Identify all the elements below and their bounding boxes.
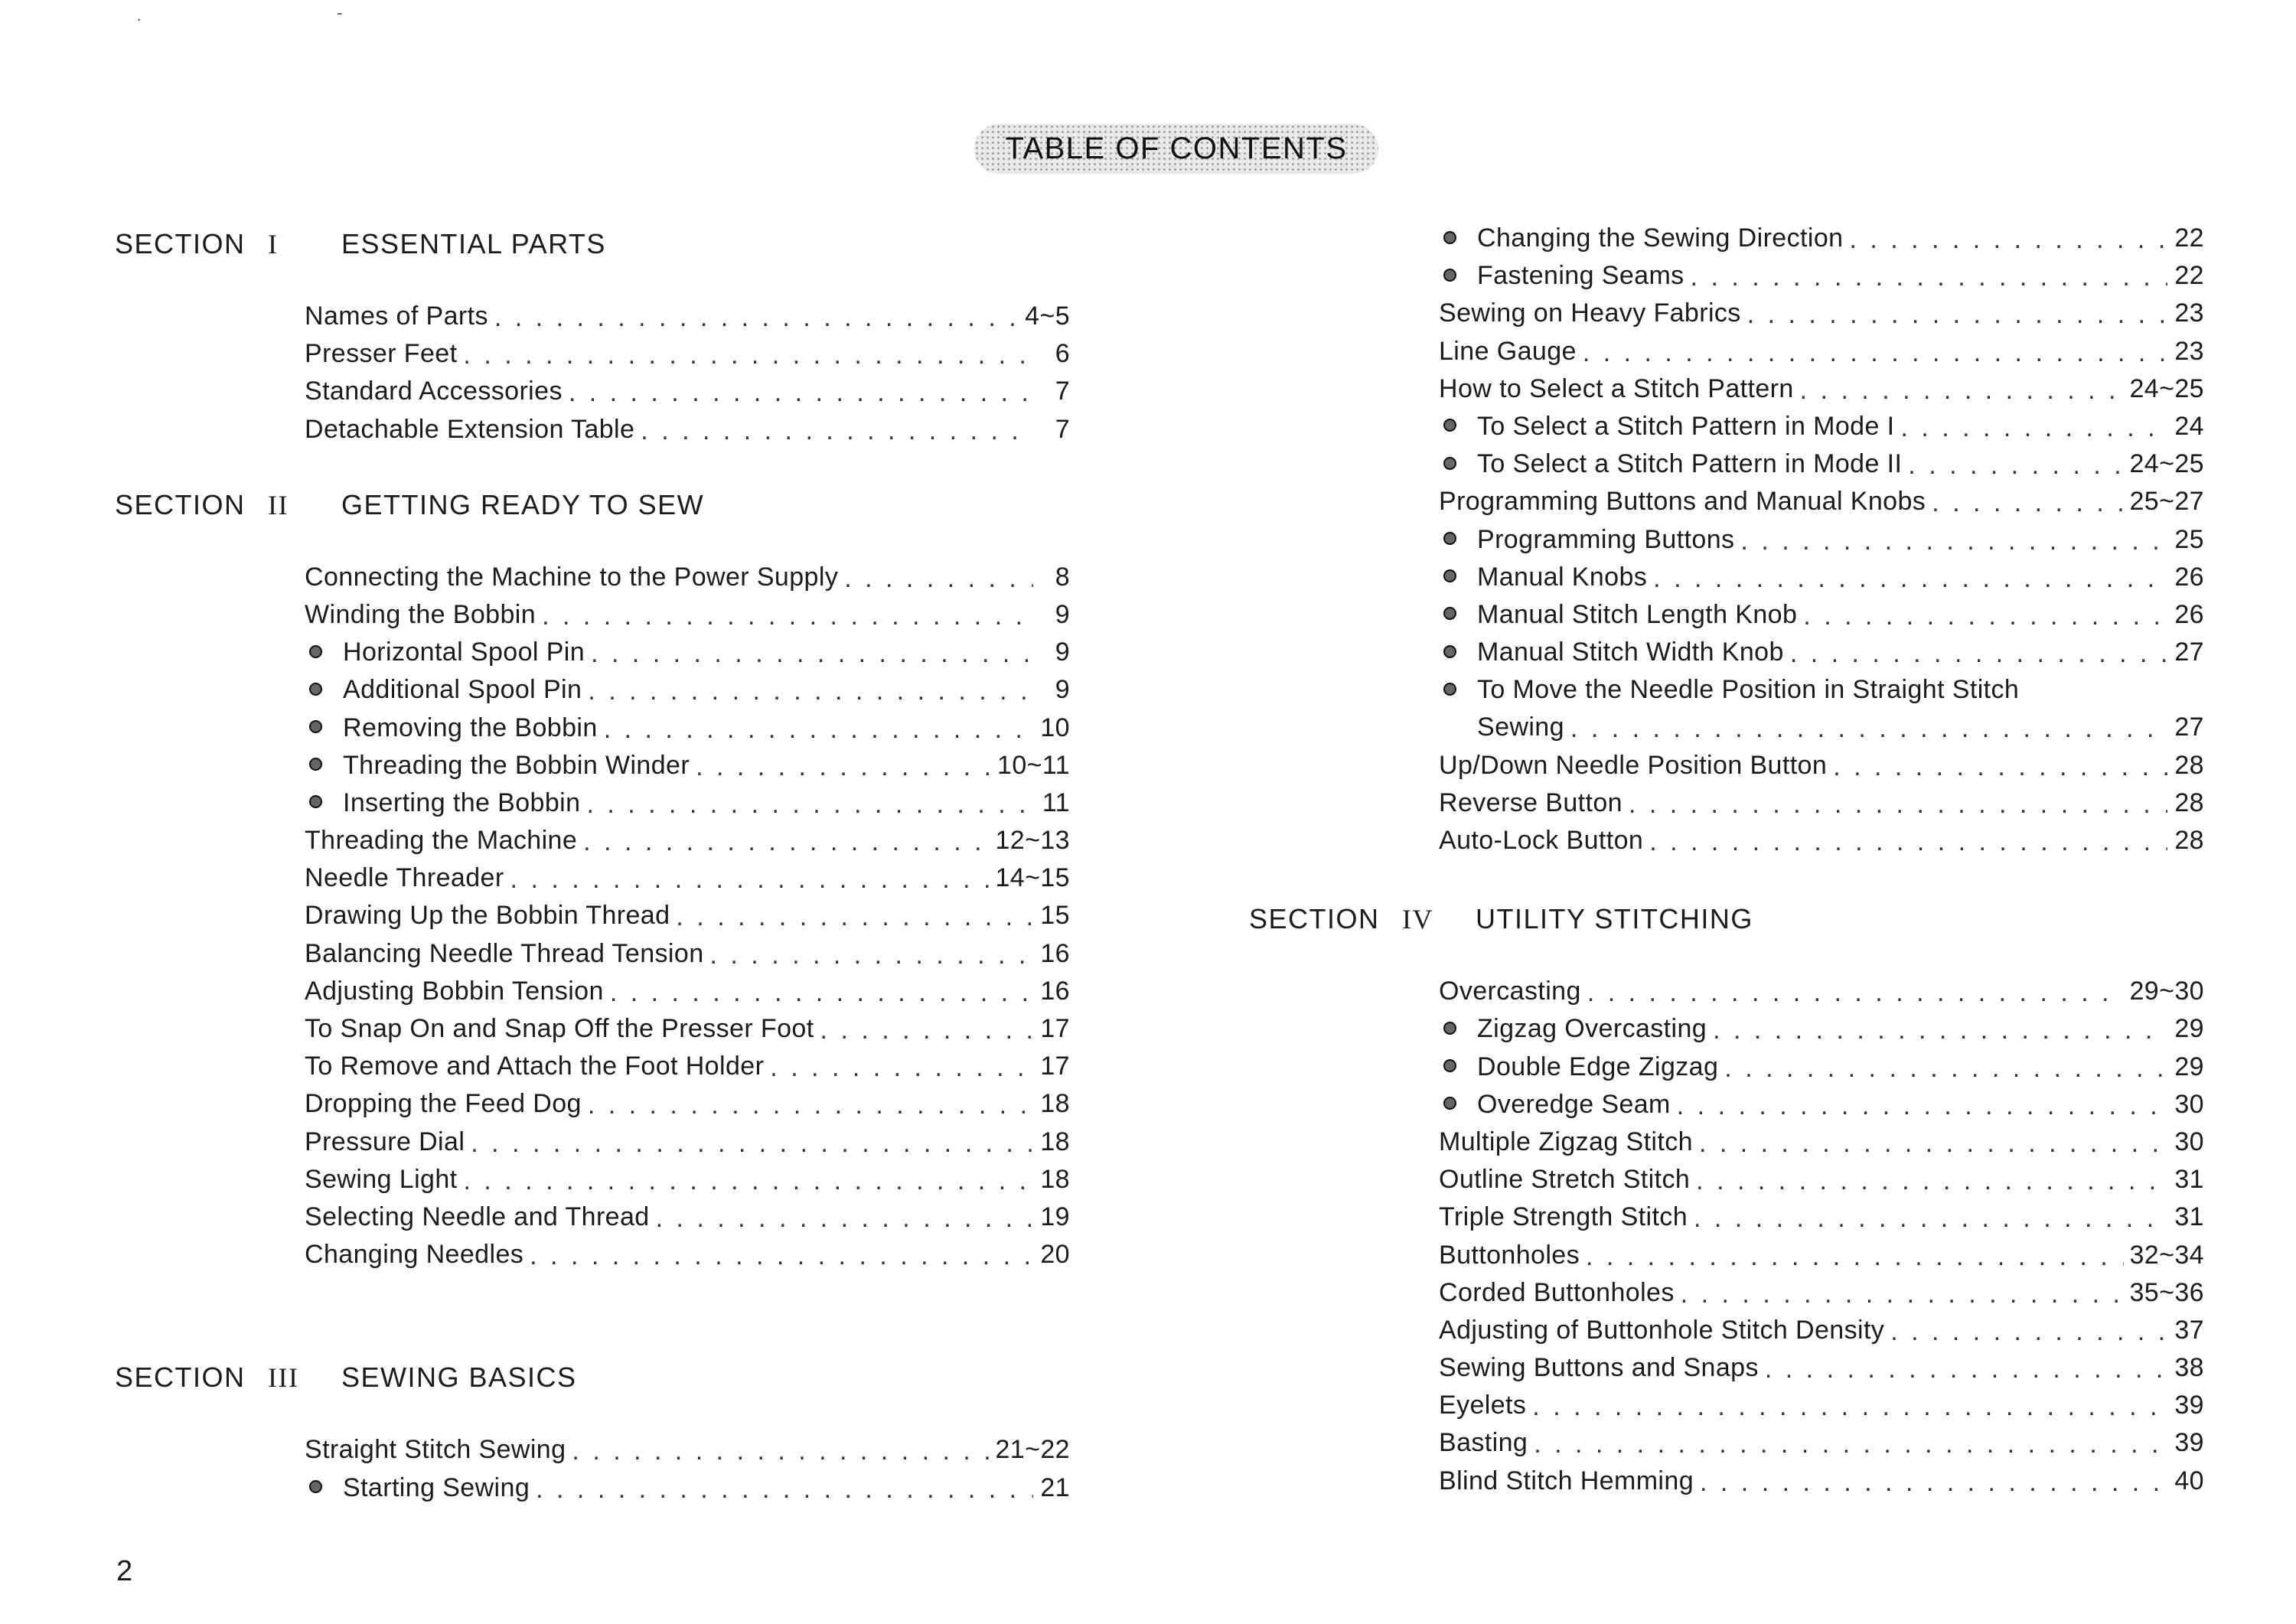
dot-leader bbox=[586, 790, 1033, 816]
toc-entry-page: 26 bbox=[2174, 562, 2204, 592]
section-title: GETTING READY TO SEW bbox=[341, 488, 705, 520]
toc-entry-page: 40 bbox=[2174, 1466, 2204, 1495]
toc-entry-page: 8 bbox=[1055, 562, 1070, 592]
section-number: I bbox=[268, 229, 279, 259]
toc-entry[interactable] bbox=[1439, 1090, 2204, 1127]
toc-entry-page: 18 bbox=[1040, 1127, 1070, 1156]
toc-entry-title: Names of Parts bbox=[305, 302, 488, 331]
toc-entry[interactable] bbox=[305, 939, 1070, 977]
toc-entry[interactable] bbox=[1439, 1391, 2204, 1428]
toc-entry-title: How to Select a Stitch Pattern bbox=[1439, 373, 1794, 403]
dot-leader bbox=[1800, 376, 2124, 402]
dot-leader bbox=[604, 715, 1033, 741]
toc-entry-page: 16 bbox=[1040, 976, 1070, 1006]
toc-entry-title: Pressure Dial bbox=[305, 1127, 465, 1156]
toc-entry-page: 26 bbox=[2174, 599, 2204, 629]
dot-leader bbox=[1790, 639, 2167, 665]
toc-entry[interactable] bbox=[305, 1435, 1070, 1472]
toc-entry-page: 18 bbox=[1040, 1164, 1070, 1194]
toc-entry[interactable] bbox=[305, 563, 1070, 600]
toc-entry-page: 7 bbox=[1055, 377, 1070, 406]
toc-entry[interactable] bbox=[305, 901, 1070, 938]
title-banner bbox=[0, 124, 2296, 174]
toc-list bbox=[305, 302, 1070, 452]
toc-entry[interactable] bbox=[1439, 1052, 2204, 1090]
toc-entry-page: 10 bbox=[1040, 713, 1070, 742]
dot-leader bbox=[1900, 413, 2167, 439]
toc-entry-title: Overedge Seam bbox=[1439, 1090, 1671, 1120]
dot-leader bbox=[1713, 1016, 2167, 1042]
toc-entry[interactable] bbox=[1439, 374, 2204, 412]
toc-entry-page: 4~5 bbox=[1025, 302, 1070, 331]
dot-leader bbox=[510, 865, 990, 891]
toc-entry-page: 38 bbox=[2174, 1353, 2204, 1383]
toc-entry[interactable] bbox=[1439, 563, 2204, 600]
dot-leader bbox=[591, 639, 1033, 665]
toc-entry-title: Needle Threader bbox=[305, 863, 504, 893]
toc-entry-title: Changing the Sewing Direction bbox=[1439, 223, 1843, 253]
toc-entry-page: 24~25 bbox=[2129, 373, 2204, 403]
toc-entry-page: 22 bbox=[2174, 261, 2204, 291]
toc-entry-title: Auto-Lock Button bbox=[1439, 826, 1644, 855]
toc-entry[interactable] bbox=[305, 977, 1070, 1014]
toc-entry-page: 24~25 bbox=[2129, 449, 2204, 479]
toc-entry[interactable] bbox=[305, 600, 1070, 638]
toc-entry-title: Programming Buttons and Manual Knobs bbox=[1439, 487, 1926, 517]
dot-leader bbox=[1908, 451, 2123, 477]
dot-leader bbox=[588, 1091, 1033, 1117]
spacer bbox=[115, 452, 1110, 489]
left-column bbox=[115, 228, 1110, 1511]
toc-entry[interactable] bbox=[1439, 1316, 2204, 1353]
toc-list bbox=[305, 1435, 1070, 1510]
dot-leader bbox=[542, 602, 1033, 628]
toc-entry[interactable] bbox=[1439, 977, 2204, 1014]
right-column bbox=[1249, 223, 2244, 1504]
toc-entry-page: 35~36 bbox=[2129, 1277, 2204, 1307]
toc-entry[interactable] bbox=[305, 751, 1070, 788]
toc-entry-title: Line Gauge bbox=[1439, 336, 1577, 366]
toc-entry-page: 27 bbox=[2174, 713, 2204, 742]
toc-entry-title: Standard Accessories bbox=[305, 377, 563, 406]
toc-entry-title: Reverse Button bbox=[1439, 788, 1623, 817]
page-number: 2 bbox=[116, 1555, 133, 1587]
spacer bbox=[115, 1277, 1110, 1361]
toc-entry-title: Outline Stretch Stitch bbox=[1439, 1165, 1691, 1195]
toc-entry-page: 30 bbox=[2174, 1089, 2204, 1119]
toc-entry-page: 25~27 bbox=[2129, 487, 2204, 517]
toc-entry-title: To Select a Stitch Pattern in Mode I bbox=[1439, 412, 1894, 442]
toc-entry[interactable] bbox=[1439, 223, 2204, 261]
toc-entry[interactable] bbox=[305, 1202, 1070, 1240]
toc-entry-page: 17 bbox=[1040, 1052, 1070, 1081]
spacer bbox=[115, 1398, 1110, 1435]
toc-entry-title: Fastening Seams bbox=[1439, 261, 1684, 291]
dot-leader bbox=[1649, 827, 2167, 853]
toc-entry-title: Basting bbox=[1439, 1428, 1528, 1458]
spacer bbox=[1249, 940, 2244, 977]
toc-entry-title: Changing Needles bbox=[305, 1240, 524, 1270]
toc-entry[interactable] bbox=[305, 1473, 1070, 1511]
dot-leader bbox=[1534, 1430, 2167, 1456]
section-label: SECTION bbox=[1249, 903, 1380, 935]
dot-leader bbox=[1724, 1054, 2167, 1080]
toc-entry-title: Corded Buttonholes bbox=[1439, 1277, 1675, 1307]
scan-speck: - bbox=[337, 3, 343, 22]
dot-leader bbox=[463, 341, 1033, 367]
toc-entry-title: Adjusting Bobbin Tension bbox=[305, 976, 604, 1006]
dot-leader bbox=[1691, 263, 2167, 289]
toc-entry[interactable] bbox=[1439, 751, 2204, 788]
toc-entry-title: Sewing on Heavy Fabrics bbox=[1439, 298, 1741, 328]
toc-entry-title: To Remove and Attach the Foot Holder bbox=[305, 1052, 765, 1081]
toc-entry[interactable] bbox=[1439, 261, 2204, 298]
toc-entry-title: Dropping the Feed Dog bbox=[305, 1089, 582, 1119]
toc-entry[interactable] bbox=[1439, 1241, 2204, 1278]
scan-speck: · bbox=[136, 9, 142, 28]
toc-entry-title: Sewing bbox=[1477, 713, 1564, 742]
section-label: SECTION bbox=[115, 488, 246, 520]
toc-entry-page: 9 bbox=[1055, 599, 1070, 629]
toc-entry[interactable] bbox=[1439, 713, 2204, 750]
dot-leader bbox=[536, 1475, 1033, 1501]
toc-entry-page: 16 bbox=[1040, 938, 1070, 968]
toc-entry-title: Up/Down Needle Position Button bbox=[1439, 750, 1828, 780]
toc-entry-page: 30 bbox=[2174, 1127, 2204, 1156]
dot-leader bbox=[770, 1053, 1033, 1079]
toc-entry-title: Inserting the Bobbin bbox=[305, 788, 580, 818]
toc-entry-page: 21 bbox=[1040, 1472, 1070, 1502]
toc-entry-title: Detachable Extension Table bbox=[305, 414, 635, 444]
toc-entry[interactable] bbox=[305, 377, 1070, 414]
toc-entry[interactable] bbox=[1439, 412, 2204, 449]
toc-entry-page: 15 bbox=[1040, 901, 1070, 931]
section-label: SECTION bbox=[115, 1361, 246, 1394]
toc-entry-page: 20 bbox=[1040, 1240, 1070, 1270]
dot-leader bbox=[1583, 338, 2167, 364]
dot-leader bbox=[641, 416, 1033, 442]
toc-entry-page: 28 bbox=[2174, 750, 2204, 780]
toc-entry-title: Horizontal Spool Pin bbox=[305, 638, 585, 667]
toc-entry-title: Multiple Zigzag Stitch bbox=[1439, 1127, 1693, 1156]
toc-entry-title: To Snap On and Snap Off the Presser Foot bbox=[305, 1014, 814, 1043]
toc-entry-title: Sewing Buttons and Snaps bbox=[1439, 1353, 1759, 1383]
dot-leader bbox=[569, 378, 1033, 404]
toc-entry[interactable] bbox=[1439, 1014, 2204, 1052]
toc-entry[interactable] bbox=[1439, 1428, 2204, 1466]
dot-leader bbox=[1849, 225, 2167, 251]
dot-leader bbox=[1833, 752, 2167, 778]
dot-leader bbox=[710, 941, 1033, 967]
section-title: SEWING BASICS bbox=[341, 1361, 577, 1394]
toc-entry-page: 25 bbox=[2174, 524, 2204, 554]
dot-leader bbox=[1677, 1091, 2167, 1117]
toc-entry-page: 32~34 bbox=[2129, 1240, 2204, 1270]
toc-entry[interactable] bbox=[1439, 675, 2204, 713]
page-title: TABLE OF CONTENTS bbox=[974, 124, 1378, 174]
toc-entry-title: Eyelets bbox=[1439, 1391, 1527, 1420]
dot-leader bbox=[1586, 1242, 2124, 1268]
dot-leader bbox=[572, 1436, 989, 1463]
dot-leader bbox=[494, 303, 1019, 329]
toc-entry-page: 6 bbox=[1055, 339, 1070, 369]
toc-entry[interactable] bbox=[1439, 600, 2204, 638]
toc-entry-page: 31 bbox=[2174, 1165, 2204, 1195]
toc-entry-title: Double Edge Zigzag bbox=[1439, 1052, 1718, 1082]
dot-leader bbox=[696, 752, 991, 778]
dot-leader bbox=[1587, 978, 2124, 1004]
toc-list bbox=[1439, 223, 2204, 863]
toc-entry[interactable] bbox=[305, 302, 1070, 339]
toc-entry-title: Removing the Bobbin bbox=[305, 713, 598, 743]
toc-entry-page: 39 bbox=[2174, 1391, 2204, 1420]
toc-entry-title: To Move the Needle Position in Straight Stitch bbox=[1439, 675, 2019, 705]
toc-entry[interactable] bbox=[1439, 298, 2204, 336]
toc-entry-page: 17 bbox=[1040, 1014, 1070, 1043]
toc-entry[interactable] bbox=[1439, 826, 2204, 863]
toc-entry-title: Blind Stitch Hemming bbox=[1439, 1466, 1694, 1495]
section-heading bbox=[115, 228, 1110, 265]
toc-entry[interactable] bbox=[305, 415, 1070, 452]
toc-entry-title: Programming Buttons bbox=[1439, 525, 1734, 555]
toc-entry-title: Manual Stitch Length Knob bbox=[1439, 600, 1797, 630]
dot-leader bbox=[820, 1016, 1033, 1042]
toc-entry-title: Threading the Bobbin Winder bbox=[305, 751, 690, 781]
spacer bbox=[1249, 863, 2244, 903]
dot-leader bbox=[844, 564, 1033, 590]
dot-leader bbox=[1532, 1392, 2167, 1418]
toc-entry-title: Triple Strength Stitch bbox=[1439, 1202, 1688, 1232]
toc-entry[interactable] bbox=[305, 1089, 1070, 1127]
toc-list bbox=[1439, 977, 2204, 1504]
toc-entry-page: 9 bbox=[1055, 675, 1070, 705]
toc-entry[interactable] bbox=[1439, 1278, 2204, 1316]
dot-leader bbox=[1803, 602, 2167, 628]
dot-leader bbox=[464, 1166, 1034, 1192]
toc-entry[interactable] bbox=[305, 788, 1070, 826]
toc-entry-title: Adjusting of Buttonhole Stitch Density bbox=[1439, 1315, 1885, 1345]
toc-entry-page: 12~13 bbox=[995, 826, 1070, 856]
toc-entry-page: 29 bbox=[2174, 1052, 2204, 1081]
toc-entry-page: 29~30 bbox=[2129, 977, 2204, 1006]
section-heading bbox=[115, 489, 1110, 526]
dot-leader bbox=[1570, 714, 2167, 740]
toc-entry-title: Manual Stitch Width Knob bbox=[1439, 638, 1784, 667]
toc-entry-page: 29 bbox=[2174, 1014, 2204, 1044]
toc-entry-title: Connecting the Machine to the Power Supply bbox=[305, 562, 839, 592]
toc-entry-page: 27 bbox=[2174, 638, 2204, 667]
toc-entry[interactable] bbox=[305, 675, 1070, 713]
section-number: IV bbox=[1402, 904, 1433, 935]
section-title: UTILITY STITCHING bbox=[1476, 903, 1753, 935]
section-heading bbox=[115, 1361, 1110, 1398]
toc-entry-title: Starting Sewing bbox=[305, 1473, 530, 1503]
toc-entry[interactable] bbox=[305, 863, 1070, 901]
toc-entry-title: Overcasting bbox=[1439, 977, 1581, 1006]
toc-entry-title: Buttonholes bbox=[1439, 1240, 1580, 1270]
dot-leader bbox=[1747, 300, 2167, 326]
section-label: SECTION bbox=[115, 228, 246, 259]
dot-leader bbox=[1740, 527, 2167, 553]
dot-leader bbox=[1653, 564, 2167, 590]
toc-list bbox=[305, 563, 1070, 1278]
toc-entry[interactable] bbox=[1439, 337, 2204, 374]
toc-entry-page: 24 bbox=[2174, 411, 2204, 441]
toc-entry[interactable] bbox=[305, 638, 1070, 675]
section-number: II bbox=[268, 489, 289, 520]
toc-entry-title: Additional Spool Pin bbox=[305, 675, 582, 705]
toc-entry[interactable] bbox=[1439, 1466, 2204, 1504]
toc-entry[interactable] bbox=[305, 339, 1070, 377]
toc-entry-title: Straight Stitch Sewing bbox=[305, 1435, 566, 1465]
toc-entry[interactable] bbox=[305, 1127, 1070, 1165]
toc-entry[interactable] bbox=[1439, 449, 2204, 487]
toc-entry[interactable] bbox=[1439, 638, 2204, 675]
toc-entry-page: 37 bbox=[2174, 1315, 2204, 1345]
toc-entry[interactable] bbox=[1439, 487, 2204, 524]
dot-leader bbox=[588, 677, 1033, 703]
toc-entry[interactable] bbox=[1439, 1353, 2204, 1391]
spacer bbox=[115, 265, 1110, 302]
toc-entry-page: 11 bbox=[1042, 788, 1070, 817]
dot-leader bbox=[1696, 1166, 2167, 1192]
dot-leader bbox=[676, 902, 1033, 928]
toc-entry-title: To Select a Stitch Pattern in Mode II bbox=[1439, 449, 1902, 479]
toc-entry-page: 9 bbox=[1055, 638, 1070, 667]
dot-leader bbox=[1890, 1317, 2167, 1343]
dot-leader bbox=[471, 1129, 1033, 1155]
toc-entry[interactable] bbox=[1439, 525, 2204, 563]
toc-entry-page: 18 bbox=[1040, 1089, 1070, 1119]
toc-entry-title: Presser Feet bbox=[305, 339, 458, 369]
dot-leader bbox=[1629, 790, 2167, 816]
dot-leader bbox=[1932, 488, 2123, 514]
dot-leader bbox=[656, 1204, 1033, 1230]
toc-entry-page: 19 bbox=[1040, 1202, 1070, 1231]
toc-entry[interactable] bbox=[305, 713, 1070, 751]
toc-entry-page: 22 bbox=[2174, 223, 2204, 253]
toc-entry[interactable] bbox=[305, 826, 1070, 863]
dot-leader bbox=[610, 978, 1033, 1004]
spacer bbox=[115, 526, 1110, 563]
toc-entry-page: 23 bbox=[2174, 336, 2204, 366]
dot-leader bbox=[1699, 1129, 2167, 1155]
toc-entry-page: 7 bbox=[1055, 414, 1070, 444]
toc-entry-title: Manual Knobs bbox=[1439, 563, 1647, 592]
section-number: III bbox=[268, 1362, 299, 1394]
toc-entry-title: Selecting Needle and Thread bbox=[305, 1202, 650, 1231]
toc-entry-title: Balancing Needle Thread Tension bbox=[305, 938, 704, 968]
toc-entry[interactable] bbox=[305, 1165, 1070, 1202]
toc-entry-page: 39 bbox=[2174, 1428, 2204, 1458]
toc-entry-page: 14~15 bbox=[995, 863, 1070, 893]
dot-leader bbox=[1700, 1468, 2167, 1494]
toc-entry-page: 10~11 bbox=[997, 750, 1070, 780]
dot-leader bbox=[530, 1241, 1033, 1267]
toc-entry[interactable] bbox=[1439, 1165, 2204, 1202]
dot-leader bbox=[1681, 1280, 2124, 1306]
toc-entry-title: Zigzag Overcasting bbox=[1439, 1014, 1707, 1044]
toc-entry-title: Winding the Bobbin bbox=[305, 599, 536, 629]
dot-leader bbox=[1765, 1355, 2167, 1381]
toc-entry-title: Sewing Light bbox=[305, 1164, 458, 1194]
toc-entry-title: Threading the Machine bbox=[305, 826, 578, 856]
toc-entry[interactable] bbox=[305, 1014, 1070, 1052]
dot-leader bbox=[1694, 1204, 2167, 1230]
toc-entry-title: Drawing Up the Bobbin Thread bbox=[305, 901, 670, 931]
toc-entry-page: 28 bbox=[2174, 788, 2204, 817]
toc-entry-page: 23 bbox=[2174, 298, 2204, 328]
toc-entry-page: 28 bbox=[2174, 826, 2204, 855]
section-title: ESSENTIAL PARTS bbox=[341, 228, 606, 259]
section-heading bbox=[1249, 903, 2244, 940]
toc-entry[interactable] bbox=[1439, 788, 2204, 826]
toc-entry[interactable] bbox=[305, 1052, 1070, 1089]
toc-entry[interactable] bbox=[1439, 1202, 2204, 1240]
toc-entry-page: 31 bbox=[2174, 1202, 2204, 1232]
toc-entry-page: 21~22 bbox=[995, 1435, 1070, 1465]
toc-entry[interactable] bbox=[305, 1240, 1070, 1277]
toc-entry[interactable] bbox=[1439, 1127, 2204, 1165]
dot-leader bbox=[583, 827, 989, 853]
